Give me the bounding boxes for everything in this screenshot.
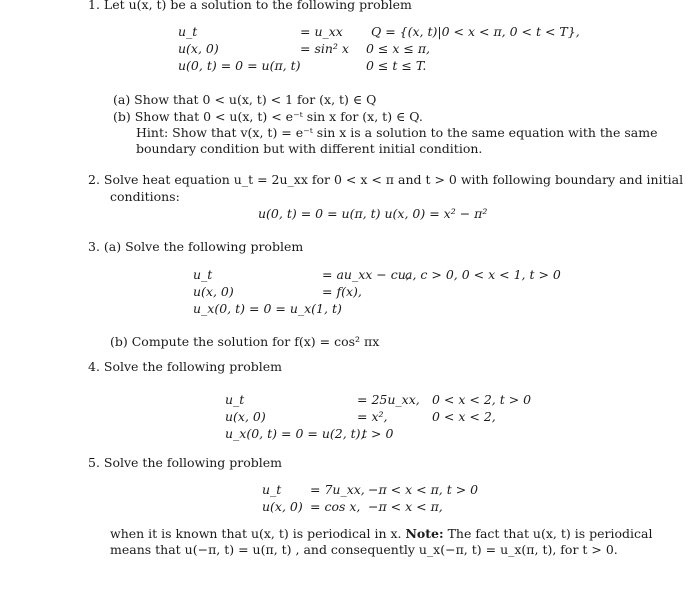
p1-part-b: (b) Show that 0 < u(x, t) < e⁻ᵗ sin x for (x, t) ∈ Q. <box>113 109 423 124</box>
p1-eq-lhs-3: u(0, t) = 0 = u(π, t) <box>178 58 301 73</box>
p1-hint-line-2: boundary condition but with different initial condition. <box>136 141 483 156</box>
p3-eq-lhs-1: u_t <box>193 267 213 282</box>
p5-eq-cond-1: −π < x < π, t > 0 <box>368 482 479 497</box>
p4-eq-cond-3: t > 0 <box>362 426 394 441</box>
p1-eq-rhs-2: = sin² x <box>300 41 349 56</box>
problem-3-heading: 3. (a) Solve the following problem <box>88 239 304 254</box>
p5-note-line-1 <box>110 527 652 541</box>
p5-eq-lhs-2: u(x, 0) <box>262 499 303 514</box>
p5-eq-rhs-2: = cos x, <box>310 499 361 514</box>
p5-note-text-b: The fact that u(x, t) is periodical <box>447 526 653 541</box>
problem-1-heading: 1. Let u(x, t) be a solution to the following problem <box>88 0 412 12</box>
p4-eq-rhs-2: = x², <box>357 409 388 424</box>
p3-eq-lhs-3: u_x(0, t) = 0 = u_x(1, t) <box>193 301 342 316</box>
p5-eq-cond-2: −π < x < π, <box>368 499 443 514</box>
p4-eq-cond-2: 0 < x < 2, <box>432 409 496 424</box>
p5-eq-lhs-1: u_t <box>262 482 282 497</box>
p4-eq-lhs-2: u(x, 0) <box>225 409 266 424</box>
p1-part-a: (a) Show that 0 < u(x, t) < 1 for (x, t) ∈ Q <box>113 92 377 107</box>
p3-part-b: (b) Compute the solution for f(x) = cos² πx <box>110 334 380 349</box>
problem-2-boundary-equation: u(0, t) = 0 = u(π, t) u(x, 0) = x² − π² <box>258 206 488 221</box>
p1-eq-cond-1: Q = {(x, t)|0 < x < π, 0 < t < T}, <box>371 24 580 39</box>
p1-hint-line-1: Hint: Show that v(x, t) = e⁻ᵗ sin x is a solution to the same equation with the same <box>136 125 658 140</box>
p3-eq-rhs-2: = f(x), <box>322 284 362 299</box>
p3-eq-lhs-2: u(x, 0) <box>193 284 234 299</box>
problem-2-line-1: 2. Solve heat equation u_t = 2u_xx for 0 < x < π and t > 0 with following boundary and initial <box>88 172 684 187</box>
p1-eq-lhs-2: u(x, 0) <box>178 41 219 56</box>
p1-eq-cond-3: 0 ≤ t ≤ T. <box>366 58 427 73</box>
p1-eq-lhs-1: u_t <box>178 24 198 39</box>
p1-eq-rhs-1: = u_xx <box>300 24 343 39</box>
p4-eq-lhs-1: u_t <box>225 392 245 407</box>
p4-eq-cond-1: 0 < x < 2, t > 0 <box>432 392 532 407</box>
p5-note-label: Note: <box>405 526 444 541</box>
p5-note-text-a: when it is known that u(x, t) is periodical in x. <box>110 526 402 541</box>
p5-note-line-2: means that u(−π, t) = u(π, t) , and consequently u_x(−π, t) = u_x(π, t), for t > 0. <box>110 542 618 557</box>
problem-5-heading: 5. Solve the following problem <box>88 455 283 470</box>
p1-eq-cond-2: 0 ≤ x ≤ π, <box>366 41 431 56</box>
p4-eq-rhs-1: = 25u_xx, <box>357 392 420 407</box>
problem-4-heading: 4. Solve the following problem <box>88 359 283 374</box>
problem-2-line-2: conditions: <box>110 189 180 204</box>
p3-eq-rhs-1: = au_xx − cu, <box>322 267 410 282</box>
p5-eq-rhs-1: = 7u_xx, <box>310 482 365 497</box>
p3-eq-cond-1: a, c > 0, 0 < x < 1, t > 0 <box>405 267 561 282</box>
p4-eq-lhs-3: u_x(0, t) = 0 = u(2, t), <box>225 426 365 441</box>
